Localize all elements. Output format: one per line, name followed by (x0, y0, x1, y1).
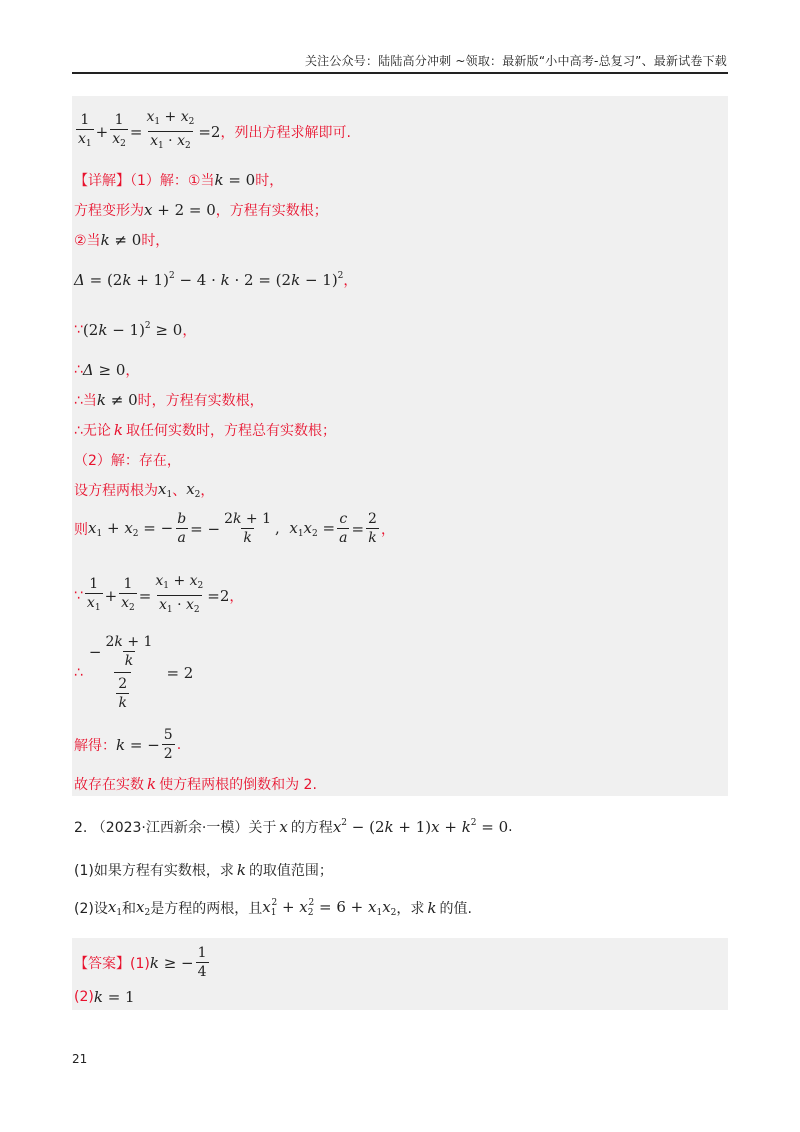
text: 设方程两根为 (74, 483, 158, 499)
text: ∴ (74, 664, 83, 681)
solution-line-4: ②当 k ≠ 0 时， (74, 231, 170, 249)
text: ， (380, 521, 395, 538)
text: (2) (74, 989, 94, 1005)
text: ∴ (74, 362, 83, 378)
frac-1-x1: $\frac{1}{x_1}$ (76, 111, 94, 153)
frac-1-x2: $\frac{1}{x_2}$ (110, 111, 128, 153)
question-2-part-2: (2)设 $x_1$ 和 $x_2$ 是方程的两根，且 $x_1^2 + x_2^2 = 6 + x_1x_2$ ，求 k 的值. (74, 898, 472, 918)
frac-c-over-a: $\frac{c}{a}$ (339, 511, 348, 546)
text: 、 (172, 483, 187, 499)
text: 和 (122, 901, 137, 917)
text: ， (200, 483, 215, 499)
frac-1-x1: $\frac{1}{x_1}$ (85, 575, 103, 617)
answer-line-2: (2) k = 1 (74, 988, 135, 1006)
solution-line-8: ∴当 k ≠ 0 时，方程有实数根， (74, 391, 264, 409)
solution-line-7: ∴ Δ ≥ 0 ， (74, 361, 140, 379)
text: ，方程有实数根； (215, 203, 328, 219)
text: 2. （2023·江西新余·一模）关于 (74, 820, 277, 836)
frac-b-over-a: $\frac{b}{a}$ (177, 511, 187, 546)
text: 则 (74, 521, 88, 538)
header-rule (72, 72, 728, 74)
text: ，求 (396, 901, 425, 917)
text: 时， (255, 173, 284, 189)
frac-1-x2: $\frac{1}{x_2}$ (119, 575, 137, 617)
frac-sum-over-product: $\frac{x_1 + x_2}{x_1 \cdot x_2}$ (144, 108, 196, 155)
solution-line-9: ∴无论 k 取任何实数时，方程总有实数根； (74, 421, 337, 439)
solution-line-13: ∵ $\frac{1}{x_1}$ + $\frac{1}{x_2}$ = $\frac{x_1 + x_2}{x_1 \cdot x_2}$ =2 ， (74, 572, 243, 619)
frac-2k1-over-k: $\frac{2k + 1}{k}$ (224, 511, 272, 546)
text: ， (125, 363, 140, 379)
compound-fraction: − $\frac{2k + 1}{k}$ $\frac{2}{k}$ (88, 634, 153, 711)
text: 故存在实数 (74, 777, 144, 793)
solution-line-1: $\frac{1}{x_1}$ + $\frac{1}{x_2}$ = $\frac{x_1 + x_2}{x_1 \cdot x_2}$ =2 ，列出方程求解即可. (74, 108, 351, 155)
text: 时， (141, 233, 170, 249)
text: 的方程 (290, 820, 333, 836)
frac-sum-over-product: $\frac{x_1 + x_2}{x_1 \cdot x_2}$ (153, 572, 205, 619)
frac-2-over-k: $\frac{2}{k}$ (368, 511, 377, 546)
frac-5-over-2: $\frac{5}{2}$ (163, 727, 173, 762)
solution-line-6: ∵ $(2k - 1)^2 \ge 0$ ， (74, 321, 197, 339)
text: ，列出方程求解即可. (220, 124, 351, 141)
text: ∴无论 (74, 423, 111, 439)
solution-line-10 (74, 450, 181, 470)
text: . (508, 819, 513, 835)
text: （2）解：存在， (74, 453, 181, 469)
text: 【详解】（1）解：①当 (74, 173, 215, 189)
text: ， (182, 323, 197, 339)
text: (2)设 (74, 901, 108, 917)
text: 是方程的两根，且 (150, 901, 263, 917)
answer-line-1: 【答案】(1) k ≥ − $\frac{1}{4}$ (74, 945, 207, 980)
solution-line-2: 【详解】（1）解：①当 k = 0 时， (74, 171, 284, 189)
solution-line-16: 故存在实数 k 使方程两根的倒数和为 2. (74, 775, 317, 793)
text: 取任何实数时，方程总有实数根； (126, 423, 337, 439)
text: ②当 (74, 233, 101, 249)
solution-line-5: $\Delta = (2k + 1)^2 - 4 \cdot k \cdot 2 = (2k - 1)^2$ ， (74, 271, 358, 289)
solution-line-3: 方程变形为 x + 2 = 0 ，方程有实数根； (74, 201, 328, 219)
text: 的值. (439, 901, 472, 917)
text: 解得： (74, 737, 116, 754)
text: ， (229, 588, 244, 605)
text: ∵ (74, 322, 83, 338)
text: 时，方程有实数根， (137, 393, 264, 409)
text: . (176, 736, 182, 753)
question-2-part-1: (1)如果方程有实数根，求 k 的取值范围； (74, 861, 333, 879)
text: 使方程两根的倒数和为 2. (159, 777, 317, 793)
frac-1-over-4: $\frac{1}{4}$ (197, 945, 207, 980)
text: ， (343, 273, 358, 289)
solution-line-12: 则 $x_1 + x_2$ = − $\frac{b}{a}$ = − $\frac{2k + 1}{k}$ , $x_1x_2$ = $\frac{c}{a}$ = $\frac{2}{k}$ ， (74, 511, 395, 546)
text: 方程变形为 (74, 203, 144, 219)
page-number: 21 (72, 1052, 88, 1066)
text: ∴当 (74, 393, 97, 409)
text: ∵ (74, 587, 83, 604)
question-2-stem: 2. （2023·江西新余·一模）关于 x 的方程 $x^2 - (2k + 1)x + k^2 = 0$ . (74, 818, 513, 836)
solution-line-15: 解得： k = − $\frac{5}{2}$ . (74, 727, 182, 762)
solution-line-11: 设方程两根为 $x_1$ 、 $x_2$ ， (74, 480, 215, 500)
solution-line-14: ∴ − $\frac{2k + 1}{k}$ $\frac{2}{k}$ = 2 (74, 634, 194, 711)
text: (1)如果方程有实数根，求 (74, 863, 234, 879)
text: 的取值范围； (248, 863, 333, 879)
text: 【答案】(1) (74, 955, 150, 972)
page-header: 关注公众号：陆陆高分冲刺 ~领取：最新版“小中高考-总复习”、最新试卷下载 (304, 54, 727, 68)
